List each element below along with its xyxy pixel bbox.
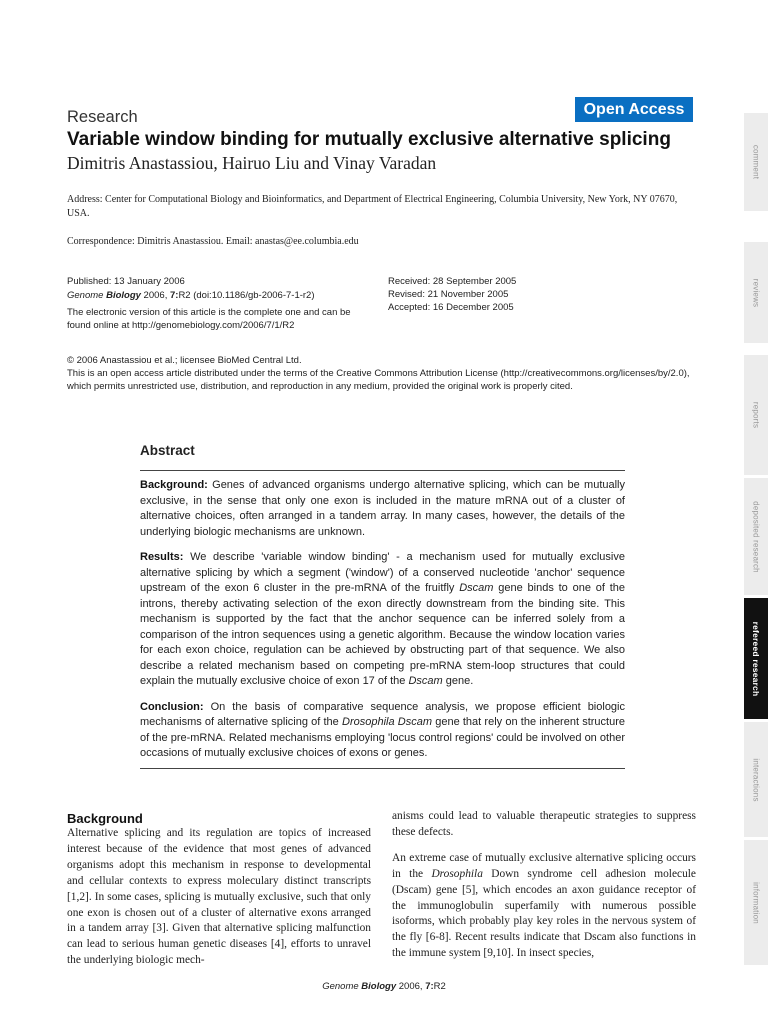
- background-heading: Background: [67, 811, 143, 826]
- dscam-paragraph: [392, 851, 696, 962]
- sidebar-tab-label: interactions: [751, 757, 761, 802]
- species-italic: Drosophila: [431, 867, 483, 880]
- sidebar-tab-deposited-research[interactable]: [744, 478, 768, 598]
- section-label: Research: [67, 108, 138, 126]
- footer-year: 2006,: [396, 981, 426, 992]
- sidebar-tab-label: information: [751, 881, 761, 924]
- footer-article: R2: [433, 981, 446, 992]
- abstract-heading: Abstract: [140, 443, 195, 458]
- body-left-column: [67, 811, 371, 979]
- abstract-conclusion-text: gene that rely on the inherent structure of the pre-mRNA. Related mechanisms employing 'locus control regions' could be involved on other occasions of mutually exclusive choices of exons or genes.: [140, 716, 625, 759]
- gene-name-italic: Drosophila Dscam: [342, 716, 433, 728]
- citation-journal-bold: Biology: [106, 290, 141, 301]
- abstract-background: [140, 478, 625, 540]
- copyright-block: [67, 354, 697, 393]
- sidebar-tab-label: reviews: [751, 278, 761, 307]
- sidebar-tab-reports[interactable]: [744, 355, 768, 478]
- citation: [67, 289, 367, 302]
- license-text: This is an open access article distributed under the terms of the Creative Commons Attribution License (http://creativecommons.org/licenses/by/2.0), which permits unrestricted use, distribution, and reproduction in any medium, provided the original work is properly cited.: [67, 368, 690, 392]
- abstract-box: [140, 443, 625, 769]
- abstract-results: [140, 550, 625, 690]
- paragraph-text: An extreme case of mutually exclusive alternative splicing occurs in the: [392, 851, 696, 880]
- address: Address: Center for Computational Biology and Bioinformatics, and Department of Electrical Engineering, Columbia University, New York, NY 07670, USA.: [67, 194, 678, 219]
- citation-doi: R2 (doi:10.1186/gb-2006-7-1-r2): [178, 290, 315, 301]
- sidebar-tab-label: deposited research: [751, 500, 761, 573]
- background-paragraph-continued: anisms could lead to valuable therapeutic strategies to suppress these defects.: [392, 810, 696, 838]
- sidebar-tab-label: refereed research: [751, 621, 761, 696]
- abstract-conclusion-label: Conclusion:: [140, 700, 204, 713]
- footer-journal: Genome: [322, 981, 362, 992]
- sidebar-tab-interactions[interactable]: [744, 722, 768, 840]
- sidebar-tab-information[interactable]: [744, 840, 768, 968]
- correspondence: Correspondence: Dimitris Anastassiou. Email: anastas@ee.columbia.edu: [67, 236, 359, 247]
- citation-journal: Genome: [67, 290, 107, 301]
- section-sidebar: [744, 0, 768, 1024]
- accepted-date: Accepted: 16 December 2005: [388, 302, 514, 313]
- citation-year: 2006,: [140, 290, 170, 301]
- abstract-top-rule: [140, 470, 625, 471]
- electronic-version-note: The electronic version of this article is the complete one and can be found online at http://genomebiology.com/2006/7/1/R2: [67, 307, 351, 331]
- published-date: Published: 13 January 2006: [67, 276, 185, 287]
- footer-volume: 7:: [425, 981, 434, 992]
- abstract-results-text: We describe 'variable window binding' - a mechanism used for mutually exclusive alternative splicing by which a segment ('window') of a conserved nucleotide 'anchor' sequence upstream of the exon 6 cluster in the pre-mRNA of the fruitfly: [140, 551, 625, 594]
- sidebar-tab-comment[interactable]: [744, 113, 768, 214]
- page-footer: [0, 981, 768, 992]
- sidebar-tab-label: comment: [751, 144, 761, 180]
- gene-name-italic: Dscam: [459, 582, 494, 594]
- revised-date: Revised: 21 November 2005: [388, 289, 509, 300]
- footer-journal-bold: Biology: [361, 981, 397, 992]
- copyright-line: © 2006 Anastassiou et al.; licensee BioMed Central Ltd.: [67, 355, 302, 366]
- citation-volume: 7:: [169, 290, 179, 301]
- abstract-conclusion: [140, 700, 625, 762]
- sidebar-tab-refereed-research[interactable]: [744, 598, 768, 722]
- authors: Dimitris Anastassiou, Hairuo Liu and Vinay Varadan: [67, 153, 437, 173]
- paragraph-text: Down syndrome cell adhesion molecule (Dscam) gene [5], which encodes an axon guidance receptor of the immunoglobulin superfamily with numerous possible isoforms, which probably play key roles in the nervous system of the fly [6-8]. Recent results indicate that Dscam also functions in the immune system [9,10]. In insect species,: [392, 867, 696, 960]
- received-date: Received: 28 September 2005: [388, 276, 517, 287]
- abstract-background-text: Genes of advanced organisms undergo alternative splicing, which can be mutually exclusive, in the sense that only one exon is included in the mature mRNA out of a cluster of alternative choices, often arranged in a tandem array. In many cases, however, the details of the underlying biologic mechanisms are unknown.: [140, 479, 625, 538]
- background-paragraph: Alternative splicing and its regulation are topics of increased interest because of the evidence that most genes of advanced organisms adopt this mechanism in response to developmental and cellular contexts to express moleculary distinct transcripts [1,2]. In some cases, splicing is mutually exclusive, such that only one exon is chosen out of a cluster of alternative exons arranged in a tandem array [3]. Given that alternative splicing malfunction can lead to serious human genetic diseases [4], efforts to unravel the underlying biologic mech-: [67, 827, 371, 967]
- sidebar-tab-reviews[interactable]: [744, 242, 768, 346]
- abstract-conclusion-text: On the basis of comparative sequence analysis, we propose efficient biologic mechanisms of alternative splicing of the: [140, 700, 625, 728]
- abstract-background-label: Background:: [140, 479, 208, 491]
- abstract-results-label: Results:: [140, 551, 184, 563]
- dates-block: [388, 275, 688, 314]
- article-title: Variable window binding for mutually exclusive alternative splicing: [67, 129, 671, 150]
- abstract-results-text: gene binds to one of the introns, thereby activating selection of the exon directly downstream from the binding site. This mechanism is supported by the fact that the anchor sequence can be inferred solely from a comparison of the intron sequences using a genetic algorithm. Because the window location varies for each exon choice, regulation can be achieved by obstructing part of that sequence. We also describe a related mechanism based on competing pre-mRNA stem-loop structures that could explain the mutually exclusive choice of exon 17 of the: [140, 582, 625, 687]
- abstract-bottom-rule: [140, 768, 625, 769]
- open-access-badge: Open Access: [575, 97, 693, 122]
- body-right-column: [392, 809, 696, 972]
- gene-name-italic: Dscam: [408, 675, 443, 687]
- sidebar-tab-label: reports: [751, 401, 761, 429]
- abstract-results-text: gene.: [442, 675, 474, 687]
- publication-info: [67, 275, 367, 332]
